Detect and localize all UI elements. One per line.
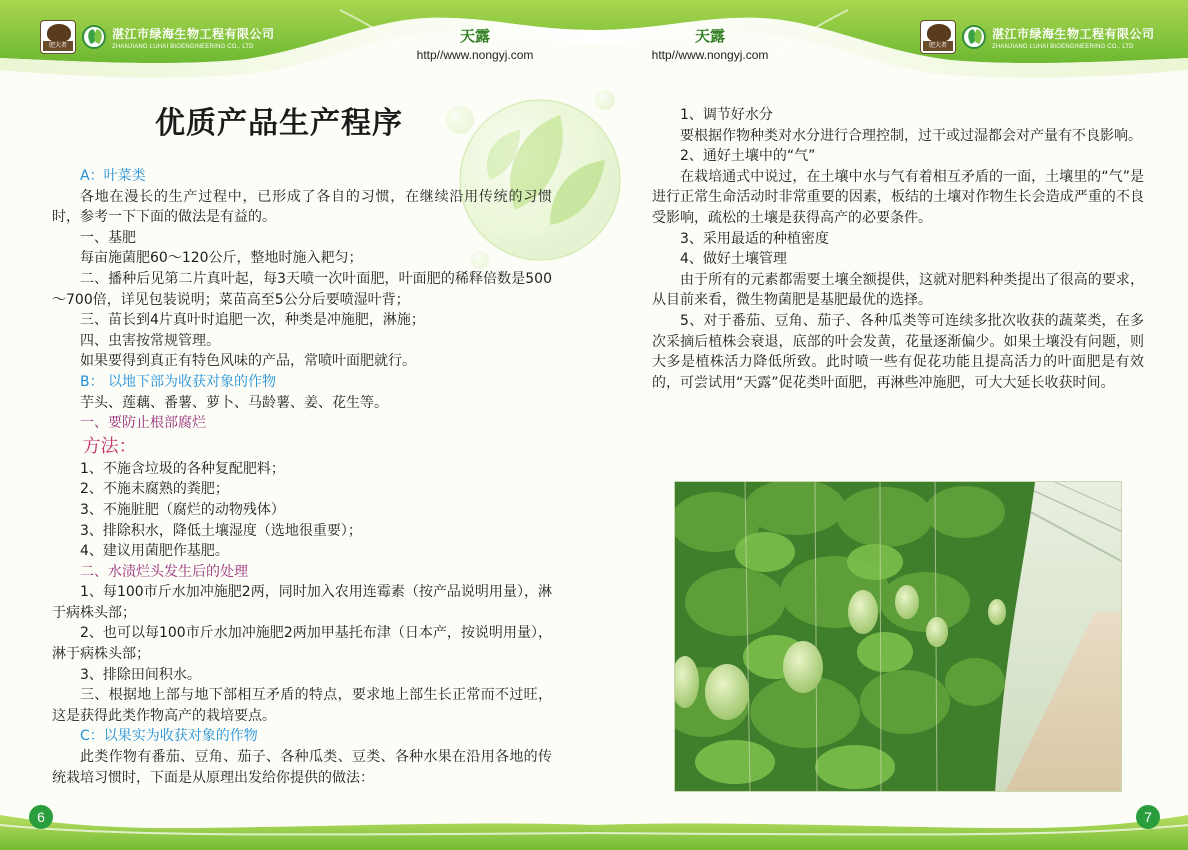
brand-url: http//www.nongyj.com bbox=[416, 48, 534, 62]
list-item: 1、每100市斤水加冲施肥2两，同时加入农用连霉素（按产品说明用量），淋于病株头部； bbox=[52, 584, 552, 621]
body-paragraph: 5、对于番茄、豆角、茄子、各种瓜类等可连续多批次收获的蔬菜类，在多次采摘后植株会衰退，底部的叶会发黄，花量逐渐偏少。如果土壤没有问题，则大多是植株活力降低所致。此时喷一些有促花功能且提高活力的叶面肥是有效的，可尝试用“天露”促花类叶面肥，再淋些冲施肥，可大大延长收获时间。 bbox=[652, 312, 1144, 391]
body-paragraph: 二、播种后见第二片真叶起，每3天喷一次叶面肥，叶面肥的稀释倍数是500～700倍，详见包装说明；菜苗高至5公分后要喷湿叶背； bbox=[52, 270, 552, 308]
list-item: 3、排除积水，降低土壤湿度（选地很重要）； bbox=[80, 522, 362, 539]
left-page-body bbox=[52, 166, 552, 788]
body-paragraph: 三、苗长到4片真叶时追肥一次，种类是冲施肥，淋施； bbox=[80, 312, 425, 329]
section-heading-b: B： 以地下部为收获对象的作物 bbox=[80, 373, 277, 390]
footer-wave-graphic bbox=[0, 795, 1188, 850]
mascot-logo-icon bbox=[920, 20, 956, 54]
body-paragraph: 如果要得到真正有特色风味的产品，常喷叶面肥就行。 bbox=[80, 353, 416, 370]
leaf-logo-icon bbox=[82, 25, 106, 49]
brand-name: 天露 bbox=[459, 27, 490, 45]
brand-url: http//www.nongyj.com bbox=[651, 48, 769, 62]
subheading-waterlog: 二、水渍烂头发生后的处理 bbox=[80, 563, 248, 580]
method-heading: 方法： bbox=[82, 435, 137, 457]
company-name-en: ZHANJIANG LUHAI BIOENGINEERING CO., LTD bbox=[112, 43, 254, 50]
section-heading-a: A：叶菜类 bbox=[80, 168, 146, 184]
list-item: 4、做好土壤管理 bbox=[680, 251, 787, 268]
body-paragraph: 三、根据地上部与地下部相互矛盾的特点，要求地上部生长正常而不过旺，这是获得此类作物高产的栽培要点。 bbox=[52, 687, 552, 724]
brand-left bbox=[375, 25, 575, 62]
list-item: 3、不施脏肥（腐烂的动物残体） bbox=[80, 501, 285, 518]
list-item: 1、调节好水分 bbox=[680, 107, 773, 123]
list-item: 1、不施含垃圾的各种复配肥料； bbox=[80, 460, 285, 477]
page-number-left: 6 bbox=[29, 805, 53, 829]
list-item: 4、建议用菌肥作基肥。 bbox=[80, 543, 229, 560]
mascot-label: 肥大者 bbox=[43, 41, 73, 51]
brand-right bbox=[610, 25, 810, 62]
leaf-logo-icon bbox=[962, 25, 986, 49]
brand-name: 天露 bbox=[694, 27, 725, 45]
page-number-right: 7 bbox=[1136, 805, 1160, 829]
body-paragraph: 每亩施菌肥60～120公斤，整地时施入耙匀； bbox=[80, 250, 363, 267]
mascot-logo-icon bbox=[40, 20, 76, 54]
subheading-prevent-rot: 一、要防止根部腐烂 bbox=[80, 415, 206, 432]
right-page-body bbox=[652, 105, 1144, 393]
page-title: 优质产品生产程序 bbox=[155, 106, 403, 141]
company-logo-left bbox=[40, 20, 275, 54]
company-name-en: ZHANJIANG LUHAI BIOENGINEERING CO., LTD bbox=[992, 43, 1134, 50]
company-name-cn: 湛江市绿海生物工程有限公司 bbox=[112, 26, 275, 41]
list-item: 2、也可以每100市斤水加冲施肥2两加甲基托布津（日本产，按说明用量），淋于病株头部； bbox=[52, 625, 552, 663]
list-item: 3、采用最适的种植密度 bbox=[680, 230, 829, 247]
body-paragraph: 由于所有的元素都需要土壤全额提供，这就对肥料种类提出了很高的要求，从目前来看，微生物菌肥是基肥最优的选择。 bbox=[652, 271, 1144, 309]
list-item: 2、不施未腐熟的粪肥； bbox=[80, 481, 229, 498]
mascot-label: 肥大者 bbox=[923, 41, 953, 51]
list-item: 3、排除田间积水。 bbox=[80, 666, 201, 683]
company-logo-right bbox=[920, 20, 1155, 54]
body-paragraph: 要根据作物种类对水分进行合理控制，过干或过湿都会对产量有不良影响。 bbox=[680, 127, 1142, 144]
body-paragraph: 四、虫害按常规管理。 bbox=[80, 332, 220, 349]
body-paragraph: 芋头、莲藕、番薯、萝卜、马龄薯、姜、花生等。 bbox=[80, 394, 388, 411]
body-paragraph: 在栽培通式中说过，在土壤中水与气有着相互矛盾的一面，土壤里的“气”是进行正常生命活动时非常重要的因素，板结的土壤对作物生长会造成严重的不良受影响，疏松的土壤是获得高产的必要条件。 bbox=[652, 168, 1144, 226]
footer-band bbox=[0, 795, 1188, 850]
body-paragraph: 此类作物有番茄、豆角、茄子、各种瓜类、豆类、各种水果在沿用各地的传统栽培习惯时，下面是从原理出发给你提供的做法： bbox=[52, 749, 552, 786]
body-paragraph: 各地在漫长的生产过程中，已形成了各自的习惯，在继续沿用传统的习惯时，参考一下下面的做法是有益的。 bbox=[52, 188, 552, 226]
greenhouse-melon-photo bbox=[674, 481, 1122, 792]
body-paragraph: 一、基肥 bbox=[80, 229, 136, 246]
list-item: 2、通好土壤中的“气” bbox=[680, 148, 816, 165]
company-name-cn: 湛江市绿海生物工程有限公司 bbox=[992, 26, 1155, 41]
section-heading-c: C：以果实为收获对象的作物 bbox=[80, 728, 258, 745]
